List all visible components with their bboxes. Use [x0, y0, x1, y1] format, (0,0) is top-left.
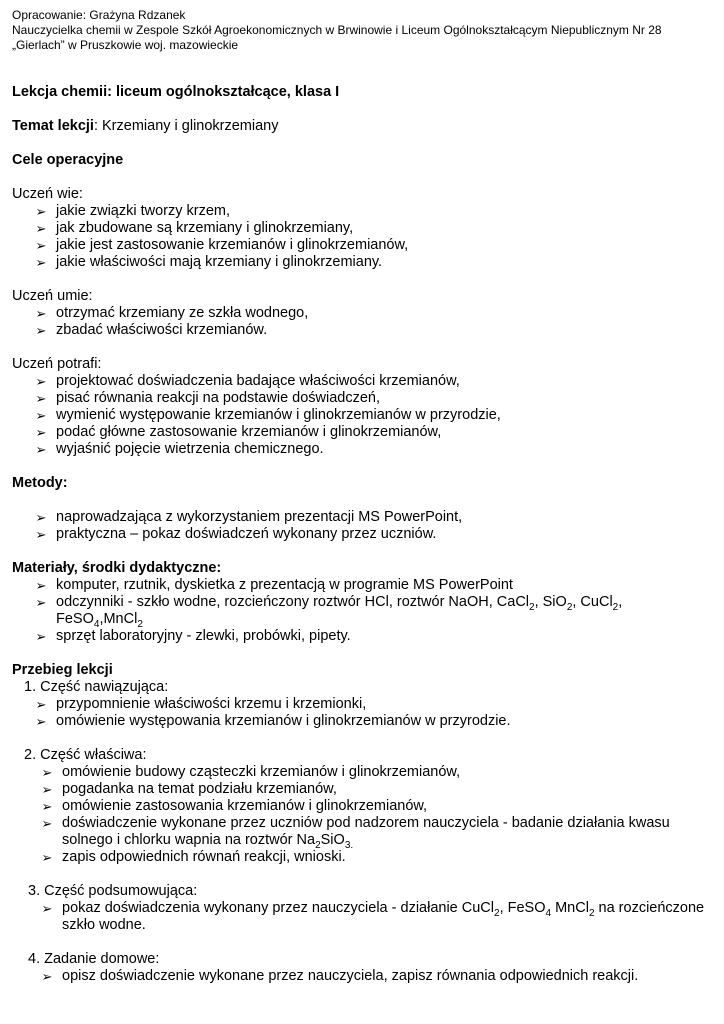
arrow-bullet-icon: ➢: [35, 323, 47, 338]
part4-heading: 4. Zadanie domowe:: [28, 951, 160, 967]
arrow-bullet-icon: ➢: [35, 306, 47, 321]
knows-list: [12, 203, 712, 271]
arrow-bullet-icon: ➢: [35, 578, 47, 593]
arrow-bullet-icon: ➢: [35, 629, 47, 644]
arrow-bullet-icon: ➢: [41, 765, 53, 780]
able-list: [12, 373, 712, 458]
demo-line: pokaz doświadczenia wykonany przez nauczyciela - działanie CuCl$_2$, FeSO$_4$ MnCl$_2$ na rozcieńczone: [62, 900, 705, 919]
lesson-title: Lekcja chemii: liceum ogólnokształcące, klasa I: [12, 84, 340, 100]
arrow-bullet-icon: ➢: [35, 391, 47, 406]
list-item: [12, 594, 712, 628]
document-page: [12, 8, 712, 985]
reagents-line-2: FeSO$_4$,MnCl$_2$: [56, 611, 143, 630]
part1-heading: 1. Część nawiązująca:: [24, 679, 169, 695]
list-item: ➢ jakie jest zastosowanie krzemianów i glinokrzemianów,: [35, 237, 409, 253]
affiliation-line: Nauczycielka chemii w Zespole Szkół Agroekonomicznych w Brwinowie i Liceum Ogólnokształcącym Niepublicznym Nr 28: [12, 23, 662, 37]
arrow-bullet-icon: ➢: [35, 510, 47, 525]
arrow-bullet-icon: ➢: [35, 408, 47, 423]
experiment-line-2: solnego i chlorku wapnia na roztwór $Na_2SiO_{3.}$: [62, 832, 354, 851]
list-item: ➢ projektować doświadczenia badające właściwości krzemianów,: [35, 373, 460, 389]
list-item: ➢ pokaz doświadczenia wykonany przez nauczyciela - działanie CuCl$_2$, FeSO$_4$ MnCl$_2$ na rozcieńczone szkło wodne.: [41, 900, 705, 933]
arrow-bullet-icon: ➢: [35, 425, 47, 440]
can-heading: Uczeń umie:: [12, 288, 93, 304]
list-item: ➢ zapis odpowiednich równań reakcji, wnioski.: [41, 849, 346, 865]
author-line: Opracowanie: Grażyna Rdzanek: [12, 8, 186, 22]
arrow-bullet-icon: ➢: [41, 850, 53, 865]
list-item: ➢ wymienić występowanie krzemianów i glinokrzemianów w przyrodzie,: [35, 407, 501, 423]
part3-list: [12, 900, 712, 934]
knows-heading: Uczeń wie:: [12, 186, 83, 202]
list-item: ➢ omówienie zastosowania krzemianów i glinokrzemianów,: [41, 798, 428, 814]
list-item: ➢ praktyczna – pokaz doświadczeń wykonany przez uczniów.: [35, 526, 437, 542]
part2-heading: 2. Część właściwa:: [24, 747, 147, 763]
list-item: ➢ sprzęt laboratoryjny - zlewki, probówki, pipety.: [35, 628, 351, 644]
arrow-bullet-icon: ➢: [35, 527, 47, 542]
arrow-bullet-icon: ➢: [35, 442, 47, 457]
procedure-heading: Przebieg lekcji: [12, 662, 113, 678]
list-item: ➢ otrzymać krzemiany ze szkła wodnego,: [35, 305, 309, 321]
list-item: ➢ jakie właściwości mają krzemiany i glinokrzemiany.: [35, 254, 383, 270]
list-item: ➢ przypomnienie właściwości krzemu i krzemionki,: [35, 696, 367, 712]
list-item: ➢ omówienie budowy cząsteczki krzemianów i glinokrzemianów,: [41, 764, 461, 780]
arrow-bullet-icon: ➢: [35, 714, 47, 729]
arrow-bullet-icon: ➢: [41, 969, 53, 984]
arrow-bullet-icon: ➢: [35, 374, 47, 389]
part2-list: [12, 764, 712, 866]
methods-heading: Metody:: [12, 475, 68, 491]
list-item: ➢ naprowadzająca z wykorzystaniem prezentacji MS PowerPoint,: [35, 509, 463, 525]
materials-list: [12, 577, 712, 645]
lesson-topic: [12, 118, 712, 135]
list-item: ➢ podać główne zastosowanie krzemianów i glinokrzemianów,: [35, 424, 442, 440]
list-item: ➢ pogadanka na temat podziału krzemianów,: [41, 781, 337, 797]
list-item: ➢ jakie związki tworzy krzem,: [35, 203, 231, 219]
topic-value: : Krzemiany i glinokrzemiany: [93, 118, 279, 134]
part1-list: [12, 696, 712, 730]
topic-label: Temat lekcji: [12, 118, 94, 134]
arrow-bullet-icon: ➢: [41, 901, 53, 916]
arrow-bullet-icon: ➢: [35, 255, 47, 270]
part3-heading: 3. Część podsumowująca:: [28, 883, 198, 899]
part4-list: [12, 968, 712, 985]
list-item: ➢ pisać równania reakcji na podstawie doświadczeń,: [35, 390, 381, 406]
list-item: ➢ wyjaśnić pojęcie wietrzenia chemicznego.: [35, 441, 324, 457]
can-list: [12, 305, 712, 339]
list-item: ➢ omówienie występowania krzemianów i glinokrzemianów w przyrodzie.: [35, 713, 511, 729]
objectives-heading: Cele operacyjne: [12, 152, 124, 168]
arrow-bullet-icon: ➢: [41, 782, 53, 797]
list-item: ➢ komputer, rzutnik, dyskietka z prezentacją w programie MS PowerPoint: [35, 577, 513, 593]
methods-list: [12, 509, 712, 543]
arrow-bullet-icon: ➢: [35, 595, 47, 610]
able-heading: Uczeń potrafi:: [12, 356, 102, 372]
affiliation-line-2: „Gierlach” w Pruszkowie woj. mazowieckie: [12, 38, 239, 52]
arrow-bullet-icon: ➢: [35, 204, 47, 219]
reagents-line: odczynniki - szkło wodne, rozcieńczony roztwór HCl, roztwór NaOH, CaCl$_2$, SiO$_2$, CuCl$_2$,: [56, 594, 623, 613]
list-item: ➢ zbadać właściwości krzemianów.: [35, 322, 268, 338]
arrow-bullet-icon: ➢: [35, 697, 47, 712]
arrow-bullet-icon: ➢: [41, 799, 53, 814]
arrow-bullet-icon: ➢: [41, 816, 53, 831]
list-item: ➢ jak zbudowane są krzemiany i glinokrzemiany,: [35, 220, 354, 236]
author-header: [12, 8, 712, 53]
arrow-bullet-icon: ➢: [35, 238, 47, 253]
arrow-bullet-icon: ➢: [35, 221, 47, 236]
list-item: ➢ doświadczenie wykonane przez uczniów pod nadzorem nauczyciela - badanie działania kwasu solnego i chlorku wapnia na roztwór $Na_2SiO_{3.}$: [41, 815, 670, 851]
materials-heading: Materiały, środki dydaktyczne:: [12, 560, 222, 576]
list-item: ➢ opisz doświadczenie wykonane przez nauczyciela, zapisz równania odpowiednich reakcji.: [41, 968, 639, 984]
